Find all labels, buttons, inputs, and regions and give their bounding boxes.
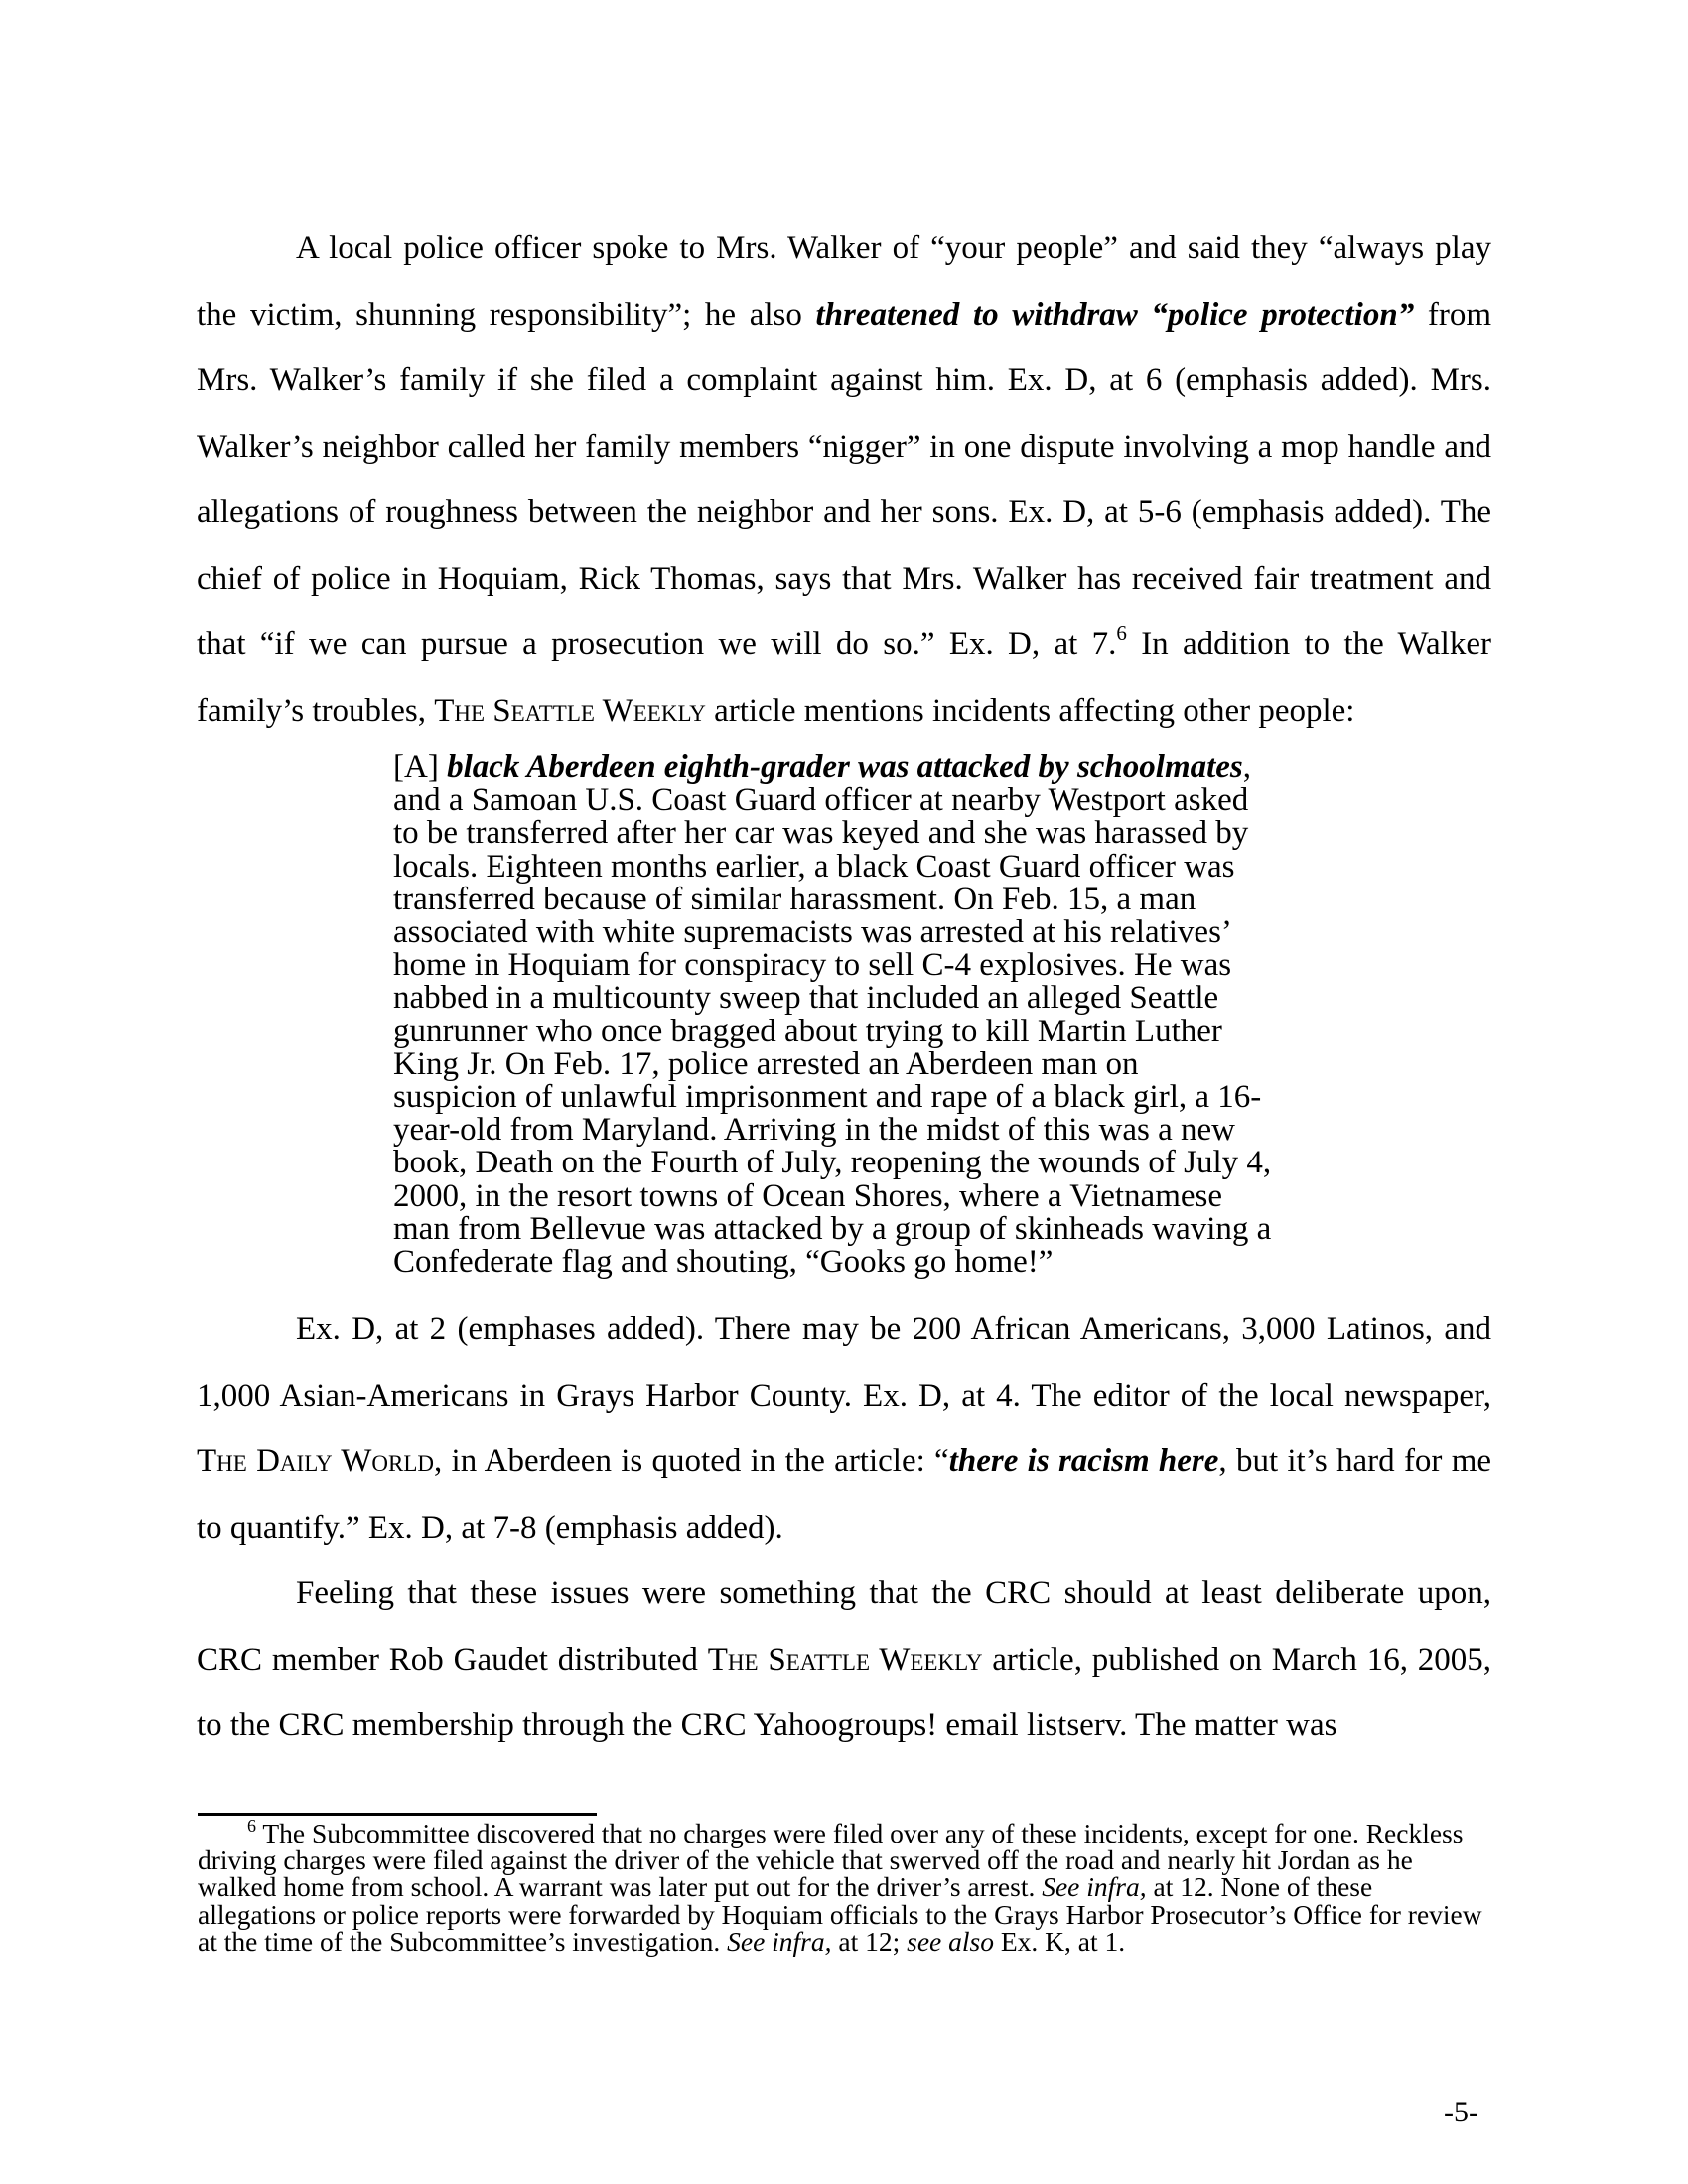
quote-line: King Jr. On Feb. 17, police arrested an Aberdeen man on	[393, 1045, 1139, 1082]
quote-line: locals. Eighteen months earlier, a black Coast Guard officer was	[393, 848, 1235, 885]
quote-line: 2000, in the resort towns of Ocean Shores, where a Vietnamese	[393, 1177, 1223, 1214]
publication-name: The Seattle Weekly	[707, 1641, 983, 1678]
footnote-text: $^6$ The Subcommittee discovered that no charges were filed over any of these incidents, except for one. Reckless driving charges were filed against the driver of the vehicle that swerved off the road and nearly hit Jordan as he walked home from school. A warrant was later put out for the driver’s arrest. See infra, at 12. None of these allegations or police reports were forwarded by Hoquiam officials to the Grays Harbor Prosecutor’s Office for review at the time of the Subcommittee’s investigation. See infra, at 12; see also Ex. K, at 1.	[198, 1816, 1482, 1957]
paragraph-demographics: Ex. D, at 2 (emphases added). There may be 200 African Americans, 3,000 Latinos, and 1,000 Asian-Americans in Grays Harbor County. Ex. D, at 4. The editor of the local newspaper, The Daily World, in Aberdeen is quoted in the article: “there is racism here, but it’s hard for me to quantify.” Ex. D, at 7-8 (emphasis added).	[197, 1311, 1492, 1546]
paragraph-crc: Feeling that these issues were something that the CRC should at least deliberate upon, CRC member Rob Gaudet distributed The Seattle Weekly article, published on March 16, 2005, to the CRC membership through the CRC Yahoogroups! email listserv. The matter was	[197, 1575, 1492, 1743]
quote-line: home in Hoquiam for conspiracy to sell C-4 explosives. He was	[393, 947, 1232, 984]
quote-line: book, Death on the Fourth of July, reopening the wounds of July 4,	[393, 1145, 1272, 1181]
footnote-number: 6	[247, 1816, 256, 1836]
emphasis-attack: black Aberdeen eighth-grader was attacked by schoolmates	[447, 750, 1243, 785]
quote-line: associated with white supremacists was arrested at his relatives’	[393, 914, 1232, 951]
footnote-6	[198, 1816, 1494, 1957]
footnote-separator	[198, 1813, 597, 1816]
quote-line: transferred because of similar harassment. On Feb. 15, a man	[393, 881, 1196, 917]
publication-name: The Seattle Weekly	[434, 692, 706, 729]
body-paragraphs-2-3	[197, 1297, 1491, 1759]
quote-line: nabbed in a multicounty sweep that included an alleged Seattle	[393, 980, 1219, 1017]
emphasis-threat: threatened to withdraw “police protection”	[815, 296, 1415, 333]
quote-line: Confederate flag and shouting, “Gooks go home!”	[393, 1244, 1054, 1281]
footnote-reference[interactable]: 6	[1116, 621, 1127, 645]
block-quote	[393, 751, 1287, 1279]
quote-line: man from Bellevue was attacked by a group of skinheads waving a	[393, 1210, 1272, 1247]
emphasis-racism: there is racism here	[948, 1443, 1219, 1479]
quote-line: to be transferred after her car was keyed and she was harassed by	[393, 815, 1249, 852]
paragraph-walker: A local police officer spoke to Mrs. Walker of “your people” and said they “always play the victim, shunning responsibility”; he also threatened to withdraw “police protection” from Mrs. Walker’s family if she filed a complaint against him. Ex. D, at 6 (emphasis added). Mrs. Walker’s neighbor called her family members “nigger” in one dispute involving a mop handle and allegations of roughness between the neighbor and her sons. Ex. D, at 5-6 (emphasis added). The chief of police in Hoquiam, Rick Thomas, says that Mrs. Walker has received fair treatment and that “if we can pursue a prosecution we will do so.” Ex. D, at 7.$^6$ In addition to the Walker family’s troubles, The Seattle Weekly article mentions incidents affecting other people:	[197, 230, 1491, 729]
quote-line: and a Samoan U.S. Coast Guard officer at nearby Westport asked	[393, 782, 1249, 819]
page-number: -5-	[1444, 2096, 1478, 2128]
quote-line: year-old from Maryland. Arriving in the midst of this was a new	[393, 1112, 1235, 1149]
publication-name: The Daily World	[197, 1443, 435, 1479]
quote-line: gunrunner who once bragged about trying to kill Martin Luther	[393, 1013, 1222, 1049]
quote-line: suspicion of unlawful imprisonment and rape of a black girl, a 16-	[393, 1079, 1262, 1116]
quote-text: [A] black Aberdeen eighth-grader was attacked by schoolmates, and a Samoan U.S. Coast Guard officer at nearby Westport asked to be transferred after her car was keyed and she was harassed by locals. Eighteen months earlier, a black Coast Guard officer was transferred because of similar harassment. On Feb. 15, a man associated with white supremacists was arrested at his relatives’ home in Hoquiam for conspiracy to sell C-4 explosives. He was nabbed in a multicounty sweep that included an alleged Seattle gunrunner who once bragged about trying to kill Martin Luther King Jr. On Feb. 17, police arrested an Aberdeen man on suspicion of unlawful imprisonment and rape of a black girl, a 16- year-old from Maryland. Arriving in the midst of this was a new book, Death on the Fourth of July, reopening the wounds of July 4, 2000, in the resort towns of Ocean Shores, where a Vietnamese man from Bellevue was attacked by a group of skinheads waving a Confederate flag and shouting, “Gooks go home!”	[393, 750, 1272, 1281]
body-paragraph-1	[197, 215, 1491, 744]
